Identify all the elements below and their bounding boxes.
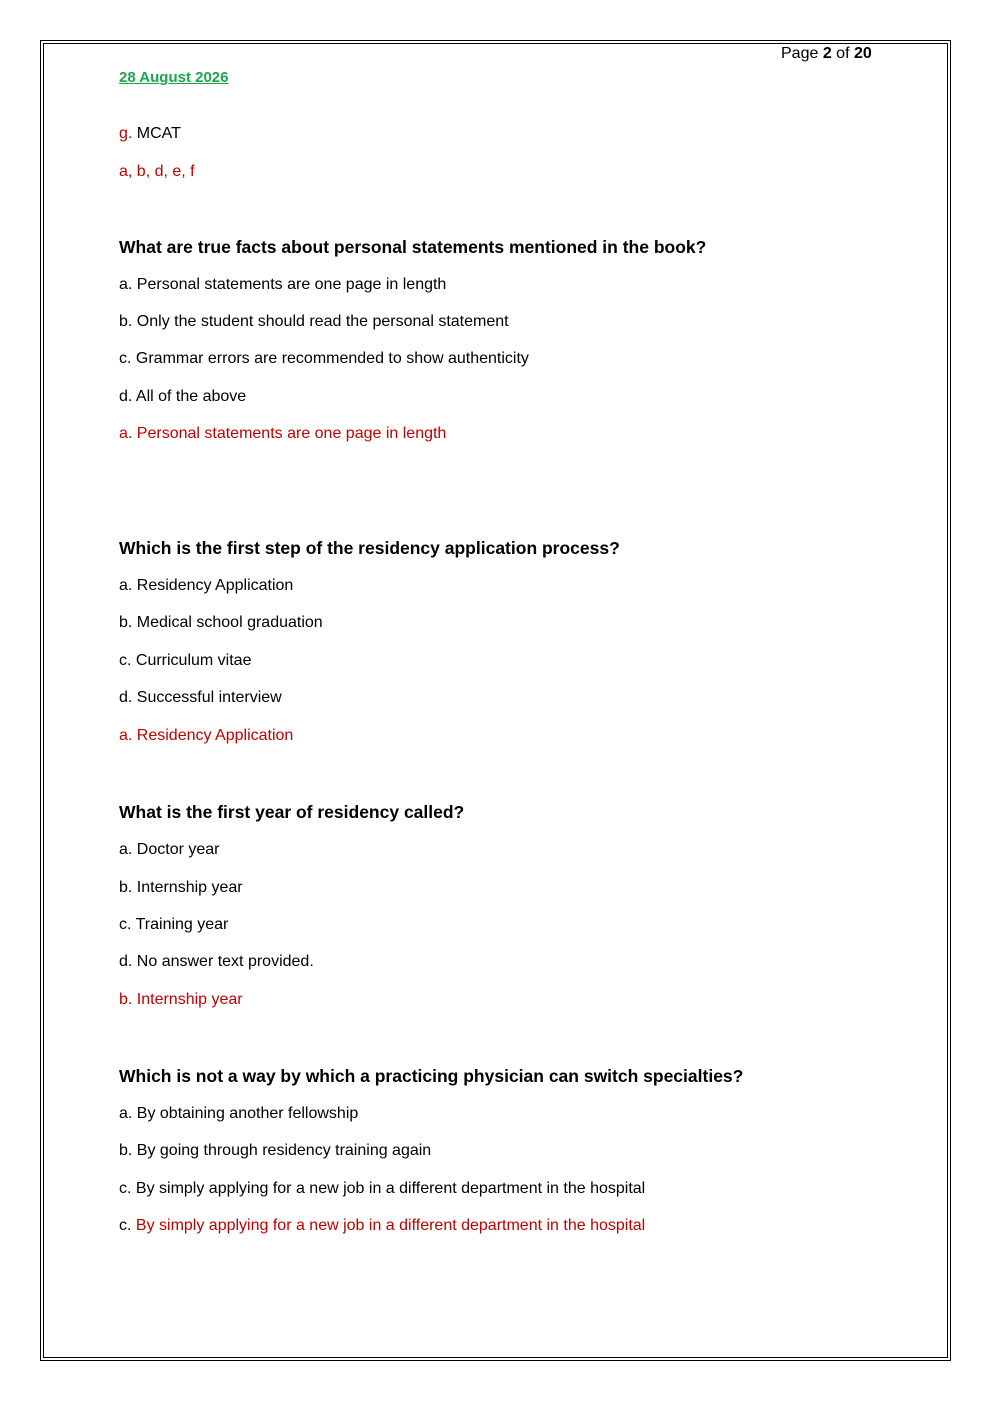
q2-answer: a. Residency Application [119, 727, 294, 744]
q3-option-d: d. No answer text provided. [119, 953, 314, 970]
q1-option-c: c. Grammar errors are recommended to show authenticity [119, 350, 529, 367]
q3-option-b: b. Internship year [119, 879, 243, 896]
q3-answer: b. Internship year [119, 991, 243, 1008]
q4-answer: c. By simply applying for a new job in a different department in the hospital [119, 1217, 646, 1234]
document-date: 28 August 2026 [119, 69, 229, 86]
q1-option-b: b. Only the student should read the personal statement [119, 313, 509, 330]
question-4: Which is not a way by which a practicing physician can switch specialties? [119, 1066, 744, 1086]
q4-option-c: c. By simply applying for a new job in a different department in the hospital [119, 1180, 646, 1197]
q2-option-b: b. Medical school graduation [119, 614, 323, 631]
q4-option-a: a. By obtaining another fellowship [119, 1105, 359, 1122]
q2-option-d: d. Successful interview [119, 689, 282, 706]
q1-option-d: d. All of the above [119, 388, 247, 405]
q1-answer: a. Personal statements are one page in length [119, 425, 447, 442]
question-1: What are true facts about personal statements mentioned in the book? [119, 237, 707, 257]
q1-option-a: a. Personal statements are one page in length [119, 276, 447, 293]
option-g: g. MCAT [119, 125, 181, 142]
question-3: What is the first year of residency called? [119, 802, 465, 822]
q3-option-c: c. Training year [119, 916, 229, 933]
page-number: Page 2 of 20 [781, 45, 872, 62]
q3-option-a: a. Doctor year [119, 841, 220, 858]
q2-option-a: a. Residency Application [119, 577, 294, 594]
q2-option-c: c. Curriculum vitae [119, 652, 252, 669]
q4-option-b: b. By going through residency training again [119, 1142, 432, 1159]
question-2: Which is the first step of the residency application process? [119, 538, 620, 558]
answer-line: a, b, d, e, f [119, 163, 195, 180]
